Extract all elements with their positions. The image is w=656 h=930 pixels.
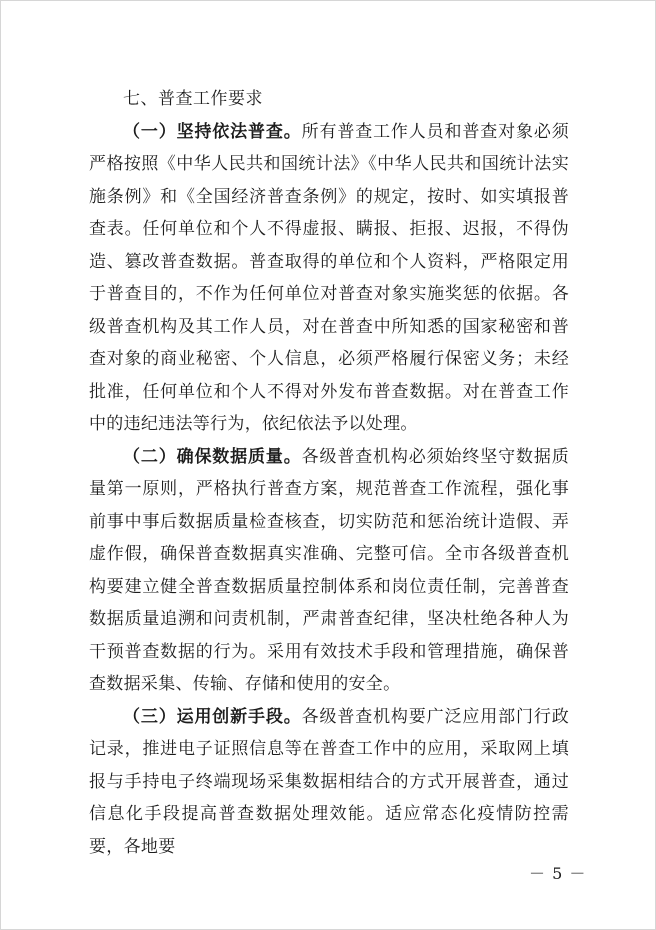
document-body [89,83,569,863]
paragraph-text: 所有普查工作人员和普查对象必须严格按照《中华人民共和国统计法》《中华人民共和国统计法实施条例》和《全国经济普查条例》的规定，按时、如实填报普查表。任何单位和个人不得虚报、瞒报、拒报、迟报，不得伪造、篡改普查数据。普查取得的单位和个人资料，严格限定用于普查目的，不作为任何单位对普查对象实施奖惩的依据。各级普查机构及其工作人员，对在普查中所知悉的国家秘密和普查对象的商业秘密、个人信息，必须严格履行保密义务；未经批准，任何单位和个人不得对外发布普查数据。对在普查工作中的违纪违法等行为，依纪依法予以处理。 [89,121,569,434]
paragraph-text: 各级普查机构必须始终坚守数据质量第一原则，严格执行普查方案，规范普查工作流程，强化事前事中事后数据质量检查核查，切实防范和惩治统计造假、弄虚作假，确保普查数据真实准确、完整可信。全市各级普查机构要建立健全普查数据质量控制体系和岗位责任制，完善普查数据质量追溯和问责机制，严肃普查纪律，坚决杜绝各种人为干预普查数据的行为。采用有效技术手段和管理措施，确保普查数据采集、传输、存储和使用的安全。 [89,446,569,694]
section-heading: 七、普查工作要求 [123,89,263,109]
paragraph-lead: （二）确保数据质量。 [123,446,302,467]
page-number: － 5 － [529,864,587,883]
paragraph-lead: （三）运用创新手段。 [123,706,302,727]
paragraph-data-quality [89,441,569,701]
paragraph-law-compliance [89,116,569,441]
paragraph-text: 各级普查机构要广泛应用部门行政记录，推进电子证照信息等在普查工作中的应用，采取网上填报与手持电子终端现场采集数据相结合的方式开展普查，通过信息化手段提高普查数据处理效能。适应常态化疫情防控需要，各地要 [89,706,569,857]
paragraph-lead: （一）坚持依法普查。 [123,121,302,142]
paragraph-innovation [89,701,569,864]
